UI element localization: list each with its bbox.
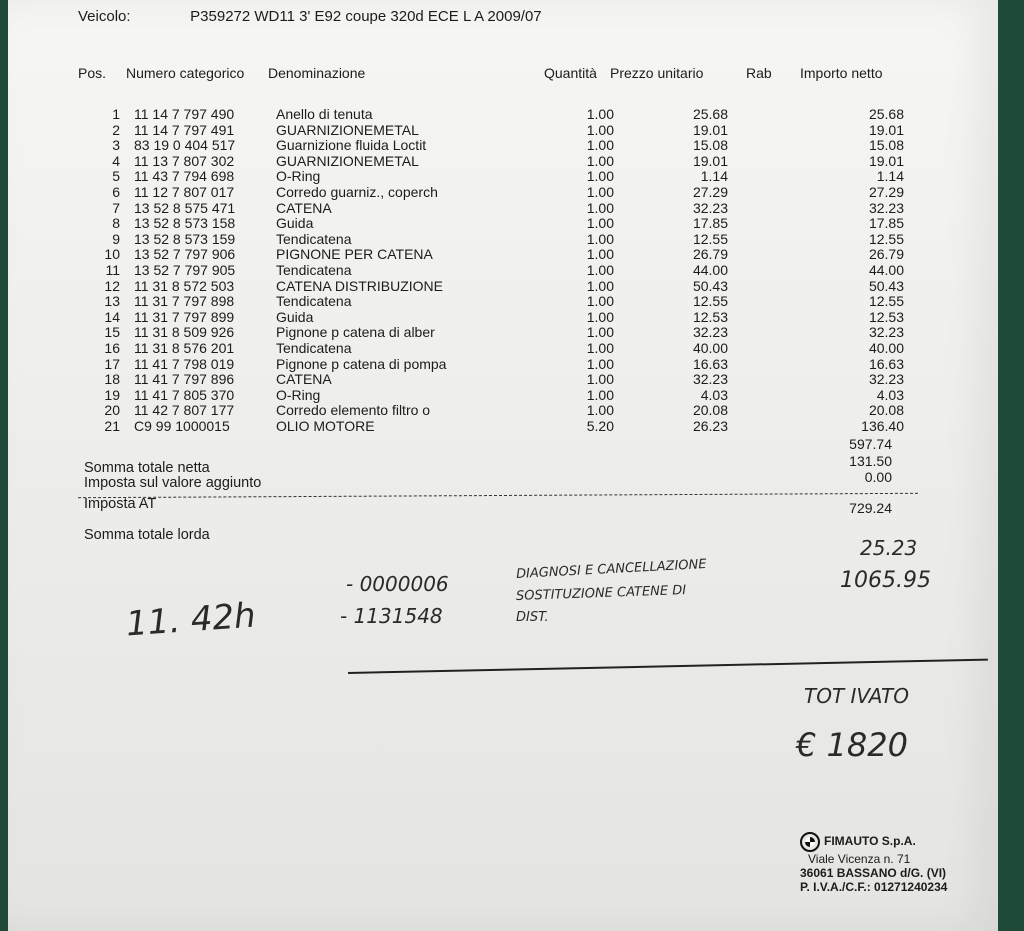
row-code: 11 12 7 807 017 — [134, 184, 235, 200]
row-pos: 15 — [104, 324, 120, 341]
row-code: 11 14 7 797 490 — [134, 106, 235, 122]
hand-amount-1: 25.23 — [860, 536, 918, 560]
row-name: Pignone p catena di pompa — [276, 355, 447, 372]
col-unit-price: Prezzo unitario — [610, 65, 704, 81]
row-qty: 1.00 — [586, 168, 614, 185]
row-unit-price: 15.08 — [692, 137, 728, 154]
hand-underline — [348, 659, 988, 674]
col-name: Denominazione — [268, 65, 366, 81]
row-pos: 6 — [112, 184, 120, 200]
net-total-value: 597.74 — [849, 436, 892, 452]
row-pos: 10 — [104, 246, 120, 263]
row-code: C9 99 1000015 — [134, 418, 230, 434]
net-total-label: Somma totale netta — [84, 460, 210, 476]
row-net: 19.01 — [868, 152, 904, 169]
row-code: 13 52 8 573 158 — [134, 215, 236, 232]
row-name: CATENA — [276, 371, 332, 388]
row-qty: 1.00 — [586, 246, 614, 263]
row-unit-price: 20.08 — [692, 402, 728, 419]
row-net: 25.68 — [868, 106, 904, 122]
row-pos: 17 — [104, 355, 120, 372]
row-pos: 16 — [104, 340, 120, 356]
row-name: PIGNONE PER CATENA — [276, 246, 433, 263]
row-code: 11 41 7 805 370 — [134, 386, 235, 403]
row-unit-price: 44.00 — [692, 262, 728, 278]
row-name: Tendicatena — [276, 340, 352, 356]
row-code: 11 14 7 797 491 — [134, 121, 235, 138]
row-qty: 1.00 — [586, 402, 614, 419]
row-pos: 3 — [112, 137, 120, 154]
row-qty: 1.00 — [586, 262, 614, 278]
row-pos: 18 — [104, 371, 120, 388]
row-name: CATENA DISTRIBUZIONE — [276, 277, 443, 294]
row-net: 19.01 — [868, 121, 904, 138]
row-qty: 1.00 — [586, 355, 614, 372]
col-pos: Pos. — [78, 65, 107, 81]
hand-note-3: DIST. — [516, 610, 549, 625]
row-qty: 1.00 — [586, 386, 614, 403]
row-name: OLIO MOTORE — [276, 418, 375, 434]
hand-note-2: SOSTITUZIONE CATENE DI — [515, 583, 687, 604]
row-code: 13 52 8 573 159 — [134, 230, 236, 247]
col-discount: Rab — [746, 65, 772, 81]
row-name: O-Ring — [276, 386, 321, 403]
row-unit-price: 32.23 — [692, 371, 728, 388]
stamp-vat: P. I.V.A./C.F.: 01271240234 — [800, 880, 948, 894]
row-qty: 1.00 — [586, 308, 614, 325]
row-qty: 1.00 — [586, 106, 614, 122]
dashed-divider — [78, 493, 918, 498]
row-code: 11 31 8 572 503 — [134, 277, 235, 294]
row-pos: 9 — [112, 230, 120, 247]
row-pos: 8 — [112, 215, 120, 232]
row-unit-price: 26.23 — [692, 418, 728, 434]
hand-total: € 1820 — [796, 726, 908, 764]
vat-label: Imposta sul valore aggiunto — [84, 475, 262, 491]
row-net: 16.63 — [868, 355, 904, 372]
hand-hours: 11. 42h — [124, 595, 257, 645]
row-net: 50.43 — [868, 277, 904, 294]
row-pos: 5 — [112, 168, 120, 185]
row-pos: 1 — [112, 106, 120, 122]
row-unit-price: 26.79 — [692, 246, 728, 263]
row-net: 32.23 — [868, 324, 904, 341]
bmw-logo-icon — [800, 832, 820, 852]
row-name: Guida — [276, 215, 314, 232]
row-qty: 1.00 — [586, 340, 614, 356]
vehicle-label: Veicolo: — [78, 8, 131, 25]
invoice-page — [8, 0, 998, 931]
row-code: 13 52 7 797 905 — [134, 262, 236, 278]
row-net: 15.08 — [868, 137, 904, 154]
at-value: 0.00 — [864, 469, 892, 485]
row-qty: 1.00 — [586, 293, 614, 310]
row-net: 27.29 — [868, 184, 904, 200]
vehicle-value: P359272 WD11 3' E92 coupe 320d ECE L A 2009/07 — [190, 8, 542, 25]
row-code: 13 52 8 575 471 — [134, 199, 236, 216]
row-qty: 1.00 — [586, 277, 614, 294]
row-name: CATENA — [276, 199, 332, 216]
row-code: 11 43 7 794 698 — [134, 168, 235, 185]
hand-note-1: DIAGNOSI E CANCELLAZIONE — [515, 557, 707, 582]
row-net: 17.85 — [868, 215, 904, 232]
stamp-city: 36061 BASSANO d/G. (VI) — [800, 866, 947, 880]
col-code: Numero categorico — [126, 65, 245, 81]
row-qty: 1.00 — [586, 152, 614, 169]
row-unit-price: 4.03 — [700, 386, 728, 403]
row-name: Anello di tenuta — [276, 106, 373, 122]
row-pos: 20 — [104, 402, 120, 419]
row-qty: 1.00 — [586, 137, 614, 154]
row-unit-price: 12.55 — [692, 293, 728, 310]
row-name: Corredo elemento filtro o — [276, 402, 431, 419]
row-code: 11 31 7 797 899 — [134, 308, 235, 325]
row-unit-price: 12.53 — [692, 308, 728, 325]
row-code: 11 31 7 797 898 — [134, 293, 235, 310]
hand-code-2: - 1131548 — [340, 604, 443, 628]
row-name: Tendicatena — [276, 230, 352, 247]
row-name: Pignone p catena di alber — [276, 324, 435, 341]
row-code: 11 42 7 807 177 — [134, 402, 235, 419]
row-unit-price: 32.23 — [692, 199, 728, 216]
row-net: 20.08 — [868, 402, 904, 419]
row-pos: 21 — [104, 418, 120, 434]
row-code: 11 31 8 509 926 — [134, 324, 235, 341]
row-net: 136.40 — [861, 418, 904, 434]
row-qty: 1.00 — [586, 371, 614, 388]
row-name: O-Ring — [276, 168, 321, 185]
row-name: Corredo guarniz., coperch — [276, 184, 438, 200]
row-net: 12.55 — [868, 293, 904, 310]
row-pos: 4 — [112, 152, 120, 169]
row-unit-price: 27.29 — [692, 184, 728, 200]
hand-code-1: - 0000006 — [346, 572, 449, 596]
hand-amount-2: 1065.95 — [840, 568, 931, 593]
row-code: 83 19 0 404 517 — [134, 137, 236, 154]
gross-label: Somma totale lorda — [84, 527, 210, 543]
hand-total-label: TOT IVATO — [804, 684, 909, 708]
row-unit-price: 32.23 — [692, 324, 728, 341]
row-net: 32.23 — [868, 199, 904, 216]
row-pos: 12 — [104, 277, 120, 294]
row-unit-price: 50.43 — [692, 277, 728, 294]
row-unit-price: 1.14 — [700, 168, 728, 185]
row-pos: 19 — [104, 386, 120, 403]
row-net: 32.23 — [868, 371, 904, 388]
row-qty: 5.20 — [586, 418, 614, 434]
row-pos: 7 — [112, 199, 120, 216]
row-net: 1.14 — [876, 168, 904, 185]
row-qty: 1.00 — [586, 184, 614, 200]
row-code: 13 52 7 797 906 — [134, 246, 236, 263]
gross-value: 729.24 — [849, 500, 892, 516]
row-pos: 2 — [112, 121, 120, 138]
row-pos: 13 — [104, 293, 120, 310]
row-qty: 1.00 — [586, 121, 614, 138]
company-stamp — [800, 832, 947, 894]
row-unit-price: 12.55 — [692, 230, 728, 247]
row-pos: 14 — [104, 308, 120, 325]
row-net: 40.00 — [868, 340, 904, 356]
row-net: 4.03 — [876, 386, 904, 403]
row-code: 11 41 7 797 896 — [134, 371, 235, 388]
row-name: GUARNIZIONEMETAL — [276, 121, 419, 138]
col-net-amount: Importo netto — [800, 65, 883, 81]
col-qty: Quantità — [544, 65, 597, 81]
row-unit-price: 19.01 — [692, 121, 728, 138]
vehicle-line — [78, 8, 542, 25]
row-name: GUARNIZIONEMETAL — [276, 152, 419, 169]
row-code: 11 31 8 576 201 — [134, 340, 235, 356]
row-net: 12.53 — [868, 308, 904, 325]
row-unit-price: 40.00 — [692, 340, 728, 356]
row-pos: 11 — [105, 262, 120, 278]
row-net: 12.55 — [868, 230, 904, 247]
row-qty: 1.00 — [586, 324, 614, 341]
row-qty: 1.00 — [586, 199, 614, 216]
row-unit-price: 16.63 — [692, 355, 728, 372]
vat-value: 131.50 — [849, 453, 892, 469]
stamp-company: FIMAUTO S.p.A. — [824, 834, 916, 849]
row-code: 11 13 7 807 302 — [134, 152, 235, 169]
row-qty: 1.00 — [586, 215, 614, 232]
row-qty: 1.00 — [586, 230, 614, 247]
row-name: Tendicatena — [276, 293, 352, 310]
stamp-street: Viale Vicenza n. 71 — [808, 852, 911, 866]
row-code: 11 41 7 798 019 — [134, 355, 235, 372]
row-net: 44.00 — [868, 262, 904, 278]
row-unit-price: 19.01 — [692, 152, 728, 169]
at-label: Imposta AT — [84, 496, 157, 512]
row-name: Guida — [276, 308, 314, 325]
row-unit-price: 25.68 — [692, 106, 728, 122]
row-net: 26.79 — [868, 246, 904, 263]
row-name: Guarnizione fluida Loctit — [276, 137, 427, 154]
row-unit-price: 17.85 — [692, 215, 728, 232]
row-name: Tendicatena — [276, 262, 352, 278]
